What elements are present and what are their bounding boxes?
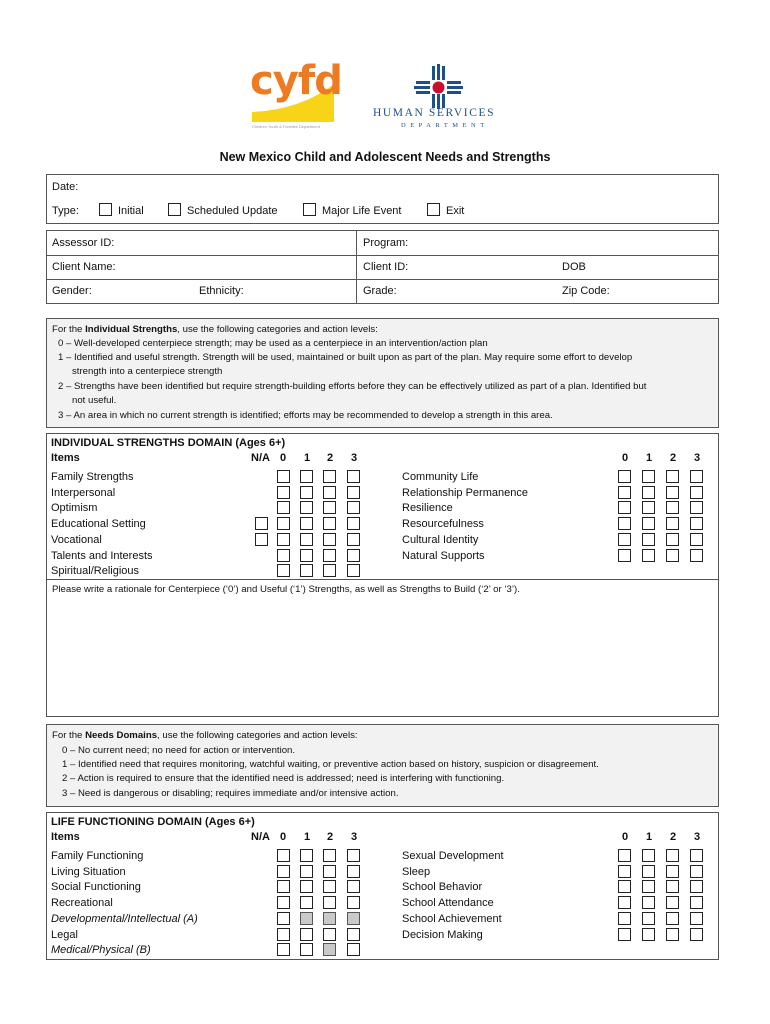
rating-0-checkbox-medical-physical-b[interactable] [277, 943, 290, 956]
rating-2-checkbox-legal[interactable] [323, 928, 336, 941]
item-label-community-life: Community Life [402, 471, 479, 483]
rating-3-checkbox-vocational[interactable] [347, 533, 360, 546]
item-label-relationship-permanence: Relationship Permanence [402, 486, 528, 499]
strengths-level-1-header: 1 [304, 452, 311, 464]
rating-3-checkbox-social-functioning[interactable] [347, 880, 360, 893]
rating-0-checkbox-family-functioning[interactable] [277, 849, 290, 862]
rating-0-checkbox-school-behavior[interactable] [618, 880, 631, 893]
rating-0-checkbox-family-strengths[interactable] [277, 470, 290, 483]
item-label-resourcefulness: Resourcefulness [402, 518, 484, 531]
strengths-level-0-header: 0 [280, 452, 287, 464]
strengths-items-header: Items [51, 452, 80, 464]
rating-0-checkbox-resourcefulness[interactable] [618, 517, 631, 530]
strength-level-1-cont: strength into a centerpiece strength [72, 366, 223, 377]
zia-sun-icon [370, 64, 520, 109]
rating-0-checkbox-developmental-intellectual-a[interactable] [277, 912, 290, 925]
item-label-resilience: Resilience [402, 502, 453, 515]
rating-0-checkbox-talents-and-interests[interactable] [277, 549, 290, 562]
strength-level-0: 0 – Well-developed centerpiece strength; may be used as a centerpiece in an intervention/action plan [58, 338, 488, 349]
item-label-medical-physical-b: Medical/Physical (B) [51, 944, 151, 957]
cyfd-tagline: Children Youth & Families Department [252, 124, 320, 129]
cyfd-logo [250, 58, 345, 134]
rating-2-checkbox-talents-and-interests[interactable] [323, 549, 336, 562]
type-initial-label: Initial [118, 205, 144, 217]
grade-label[interactable]: Grade: [363, 285, 397, 297]
type-major-life-event-checkbox[interactable] [303, 203, 316, 216]
rating-3-checkbox-educational-setting[interactable] [347, 517, 360, 530]
rating-0-checkbox-legal[interactable] [277, 928, 290, 941]
dob-label[interactable]: DOB [562, 261, 586, 273]
rating-1-checkbox-natural-supports[interactable] [642, 549, 655, 562]
client-info-row-line [46, 279, 719, 280]
rating-1-checkbox-legal[interactable] [300, 928, 313, 941]
rating-3-checkbox-family-functioning[interactable] [347, 849, 360, 862]
item-label-school-behavior: School Behavior [402, 881, 483, 894]
cyfd-wordmark: cyfd [250, 58, 342, 104]
strengths-level-3-header: 3 [351, 452, 358, 464]
rating-1-checkbox-cultural-identity[interactable] [642, 533, 655, 546]
rating-3-checkbox-legal[interactable] [347, 928, 360, 941]
item-label-school-achievement: School Achievement [402, 912, 502, 925]
rating-0-checkbox-school-achievement[interactable] [618, 912, 631, 925]
item-label-sexual-development: Sexual Development [402, 850, 504, 862]
item-label-decision-making: Decision Making [402, 928, 483, 941]
rating-0-checkbox-cultural-identity[interactable] [618, 533, 631, 546]
strength-level-1: 1 – Identified and useful strength. Strength will be used, maintained or built upon as part of the plan. May require some effort to develop [58, 352, 633, 363]
rating-2-checkbox-cultural-identity[interactable] [666, 533, 679, 546]
rating-0-checkbox-optimism[interactable] [277, 501, 290, 514]
rating-1-checkbox-talents-and-interests[interactable] [300, 549, 313, 562]
rating-0-checkbox-social-functioning[interactable] [277, 880, 290, 893]
client-name-label[interactable]: Client Name: [52, 261, 116, 273]
rating-3-checkbox-school-attendance[interactable] [690, 896, 703, 909]
client-info-divider [356, 230, 357, 304]
need-level-1: 1 – Identified need that requires monitoring, watchful waiting, or preventive action based on history, suspicion or disagreement. [62, 759, 599, 770]
rating-0-checkbox-spiritual-religious[interactable] [277, 564, 290, 577]
client-info-row-line [46, 255, 719, 256]
zip-code-label[interactable]: Zip Code: [562, 285, 610, 297]
rating-1-checkbox-interpersonal[interactable] [300, 486, 313, 499]
rating-3-checkbox-school-behavior[interactable] [690, 880, 703, 893]
strength-level-2: 2 – Strengths have been identified but require strength-building efforts before they can be effectively utilized as part of a plan. Identified but [58, 381, 647, 392]
strengths-right-level-1-header: 1 [646, 452, 653, 464]
item-label-legal: Legal [51, 928, 78, 941]
rating-2-checkbox-community-life[interactable] [666, 470, 679, 483]
type-exit-checkbox[interactable] [427, 203, 440, 216]
rating-2-checkbox-living-situation[interactable] [323, 865, 336, 878]
need-level-3: 3 – Need is dangerous or disabling; requires immediate and/or intensive action. [62, 788, 399, 799]
rating-3-checkbox-school-achievement[interactable] [690, 912, 703, 925]
life-right-level-0-header: 0 [622, 831, 629, 843]
rating-2-checkbox-vocational[interactable] [323, 533, 336, 546]
rating-1-checkbox-relationship-permanence[interactable] [642, 486, 655, 499]
item-label-developmental-intellectual-a: Developmental/Intellectual (A) [51, 912, 198, 925]
rating-2-checkbox-sexual-development[interactable] [666, 849, 679, 862]
rating-2-checkbox-recreational[interactable] [323, 896, 336, 909]
rating-2-checkbox-resilience[interactable] [666, 501, 679, 514]
life-domain-heading: LIFE FUNCTIONING DOMAIN (Ages 6+) [51, 816, 255, 828]
gender-label[interactable]: Gender: [52, 285, 92, 297]
rating-2-checkbox-social-functioning[interactable] [323, 880, 336, 893]
rating-3-checkbox-talents-and-interests[interactable] [347, 549, 360, 562]
rating-2-checkbox-family-functioning[interactable] [323, 849, 336, 862]
rating-1-checkbox-community-life[interactable] [642, 470, 655, 483]
rating-1-checkbox-school-behavior[interactable] [642, 880, 655, 893]
ethnicity-label[interactable]: Ethnicity: [199, 285, 244, 297]
rating-3-checkbox-developmental-intellectual-a [347, 912, 360, 925]
strengths-right-level-2-header: 2 [670, 452, 677, 464]
strengths-level-2-header: 2 [327, 452, 334, 464]
item-label-recreational: Recreational [51, 897, 113, 910]
rating-3-checkbox-natural-supports[interactable] [690, 549, 703, 562]
rating-2-checkbox-school-behavior[interactable] [666, 880, 679, 893]
rating-3-checkbox-sleep[interactable] [690, 865, 703, 878]
rating-2-checkbox-developmental-intellectual-a [323, 912, 336, 925]
item-label-cultural-identity: Cultural Identity [402, 533, 479, 546]
client-id-label[interactable]: Client ID: [363, 261, 409, 273]
rating-1-checkbox-sexual-development[interactable] [642, 849, 655, 862]
rating-3-checkbox-community-life[interactable] [690, 470, 703, 483]
item-label-talents-and-interests: Talents and Interests [51, 549, 153, 562]
rating-1-checkbox-vocational[interactable] [300, 533, 313, 546]
life-right-level-3-header: 3 [694, 831, 701, 843]
rating-0-checkbox-sexual-development[interactable] [618, 849, 631, 862]
hsd-name: HUMAN SERVICES [373, 107, 496, 119]
rating-1-checkbox-decision-making[interactable] [642, 928, 655, 941]
rating-2-checkbox-school-achievement[interactable] [666, 912, 679, 925]
hsd-department: DEPARTMENT [401, 122, 489, 129]
rating-3-checkbox-spiritual-religious[interactable] [347, 564, 360, 577]
rating-1-checkbox-school-attendance[interactable] [642, 896, 655, 909]
strengths-na-header: N/A [251, 452, 270, 464]
rating-2-checkbox-spiritual-religious[interactable] [323, 564, 336, 577]
item-label-living-situation: Living Situation [51, 865, 126, 878]
rating-2-checkbox-interpersonal[interactable] [323, 486, 336, 499]
rating-3-checkbox-resilience[interactable] [690, 501, 703, 514]
rating-0-checkbox-recreational[interactable] [277, 896, 290, 909]
rating-3-checkbox-recreational[interactable] [347, 896, 360, 909]
rating-1-checkbox-sleep[interactable] [642, 865, 655, 878]
na-checkbox-vocational[interactable] [255, 533, 268, 546]
life-level-0-header: 0 [280, 831, 287, 843]
rating-0-checkbox-educational-setting[interactable] [277, 517, 290, 530]
strengths-right-level-0-header: 0 [622, 452, 629, 464]
type-label: Type: [52, 205, 79, 217]
rating-1-checkbox-living-situation[interactable] [300, 865, 313, 878]
rating-1-checkbox-resourcefulness[interactable] [642, 517, 655, 530]
item-label-sleep: Sleep [402, 865, 431, 878]
rating-3-checkbox-sexual-development[interactable] [690, 849, 703, 862]
rating-3-checkbox-interpersonal[interactable] [347, 486, 360, 499]
need-level-0: 0 – No current need; no need for action or intervention. [62, 745, 296, 756]
rating-1-checkbox-school-achievement[interactable] [642, 912, 655, 925]
rating-2-checkbox-resourcefulness[interactable] [666, 517, 679, 530]
rating-1-checkbox-optimism[interactable] [300, 501, 313, 514]
item-label-vocational: Vocational [51, 533, 102, 546]
rating-3-checkbox-optimism[interactable] [347, 501, 360, 514]
strengths-rationale-divider [46, 579, 719, 580]
item-label-social-functioning: Social Functioning [51, 881, 141, 894]
life-na-header: N/A [251, 831, 270, 843]
rating-1-checkbox-social-functioning[interactable] [300, 880, 313, 893]
rating-2-checkbox-optimism[interactable] [323, 501, 336, 514]
rating-0-checkbox-natural-supports[interactable] [618, 549, 631, 562]
need-level-2: 2 – Action is required to ensure that the identified need is addressed; need is interfering with functioning. [62, 773, 505, 784]
rating-3-checkbox-medical-physical-b[interactable] [347, 943, 360, 956]
assessor-id-label[interactable]: Assessor ID: [52, 237, 115, 249]
rating-2-checkbox-natural-supports[interactable] [666, 549, 679, 562]
rating-0-checkbox-sleep[interactable] [618, 865, 631, 878]
type-scheduled-update-label: Scheduled Update [187, 205, 278, 217]
rating-3-checkbox-family-strengths[interactable] [347, 470, 360, 483]
rating-1-checkbox-developmental-intellectual-a [300, 912, 313, 925]
rating-3-checkbox-cultural-identity[interactable] [690, 533, 703, 546]
strengths-intro: For the Individual Strengths, use the following categories and action levels: [52, 324, 378, 335]
item-label-interpersonal: Interpersonal [51, 486, 116, 499]
rating-2-checkbox-relationship-permanence[interactable] [666, 486, 679, 499]
strengths-rationale-prompt: Please write a rationale for Centerpiece (‘0’) and Useful (‘1’) Strengths, as well as Strengths to Build (‘2’ or ‘3’). [52, 584, 520, 595]
rating-1-checkbox-family-strengths[interactable] [300, 470, 313, 483]
type-scheduled-update-checkbox[interactable] [168, 203, 181, 216]
rating-0-checkbox-interpersonal[interactable] [277, 486, 290, 499]
strengths-right-level-3-header: 3 [694, 452, 701, 464]
rating-1-checkbox-medical-physical-b[interactable] [300, 943, 313, 956]
rating-2-checkbox-school-attendance[interactable] [666, 896, 679, 909]
rating-0-checkbox-school-attendance[interactable] [618, 896, 631, 909]
rating-3-checkbox-decision-making[interactable] [690, 928, 703, 941]
life-items-header: Items [51, 831, 80, 843]
item-label-educational-setting: Educational Setting [51, 518, 146, 531]
type-initial-checkbox[interactable] [99, 203, 112, 216]
rating-1-checkbox-educational-setting[interactable] [300, 517, 313, 530]
item-label-school-attendance: School Attendance [402, 897, 494, 910]
rating-2-checkbox-decision-making[interactable] [666, 928, 679, 941]
rating-0-checkbox-resilience[interactable] [618, 501, 631, 514]
rating-0-checkbox-community-life[interactable] [618, 470, 631, 483]
rating-2-checkbox-family-strengths[interactable] [323, 470, 336, 483]
type-major-life-event-label: Major Life Event [322, 205, 402, 217]
type-exit-label: Exit [446, 205, 465, 217]
rating-2-checkbox-medical-physical-b [323, 943, 336, 956]
rating-1-checkbox-recreational[interactable] [300, 896, 313, 909]
needs-intro: For the Needs Domains, use the following categories and action levels: [52, 730, 358, 741]
item-label-spiritual-religious: Spiritual/Religious [51, 565, 140, 578]
life-right-level-2-header: 2 [670, 831, 677, 843]
life-level-1-header: 1 [304, 831, 311, 843]
life-level-2-header: 2 [327, 831, 334, 843]
strength-level-3: 3 – An area in which no current strength is identified; efforts may be recommended to develop a strength in this area. [58, 410, 553, 421]
rating-3-checkbox-living-situation[interactable] [347, 865, 360, 878]
strengths-domain-heading: INDIVIDUAL STRENGTHS DOMAIN (Ages 6+) [51, 437, 286, 449]
rating-2-checkbox-sleep[interactable] [666, 865, 679, 878]
page-title: New Mexico Child and Adolescent Needs and Strengths [219, 150, 551, 164]
item-label-optimism: Optimism [51, 502, 98, 515]
rating-3-checkbox-resourcefulness[interactable] [690, 517, 703, 530]
item-label-natural-supports: Natural Supports [402, 549, 485, 562]
item-label-family-functioning: Family Functioning [51, 850, 144, 862]
na-checkbox-educational-setting[interactable] [255, 517, 268, 530]
program-label[interactable]: Program: [363, 237, 409, 249]
life-right-level-1-header: 1 [646, 831, 653, 843]
rating-2-checkbox-educational-setting[interactable] [323, 517, 336, 530]
rating-1-checkbox-family-functioning[interactable] [300, 849, 313, 862]
rating-0-checkbox-decision-making[interactable] [618, 928, 631, 941]
item-label-family-strengths: Family Strengths [51, 471, 134, 483]
rating-0-checkbox-living-situation[interactable] [277, 865, 290, 878]
hsd-logo [370, 64, 520, 134]
rating-3-checkbox-relationship-permanence[interactable] [690, 486, 703, 499]
rating-0-checkbox-vocational[interactable] [277, 533, 290, 546]
strength-level-2-cont: not useful. [72, 395, 117, 406]
rating-1-checkbox-spiritual-religious[interactable] [300, 564, 313, 577]
date-label: Date: [52, 181, 79, 193]
life-level-3-header: 3 [351, 831, 358, 843]
rating-1-checkbox-resilience[interactable] [642, 501, 655, 514]
rating-0-checkbox-relationship-permanence[interactable] [618, 486, 631, 499]
